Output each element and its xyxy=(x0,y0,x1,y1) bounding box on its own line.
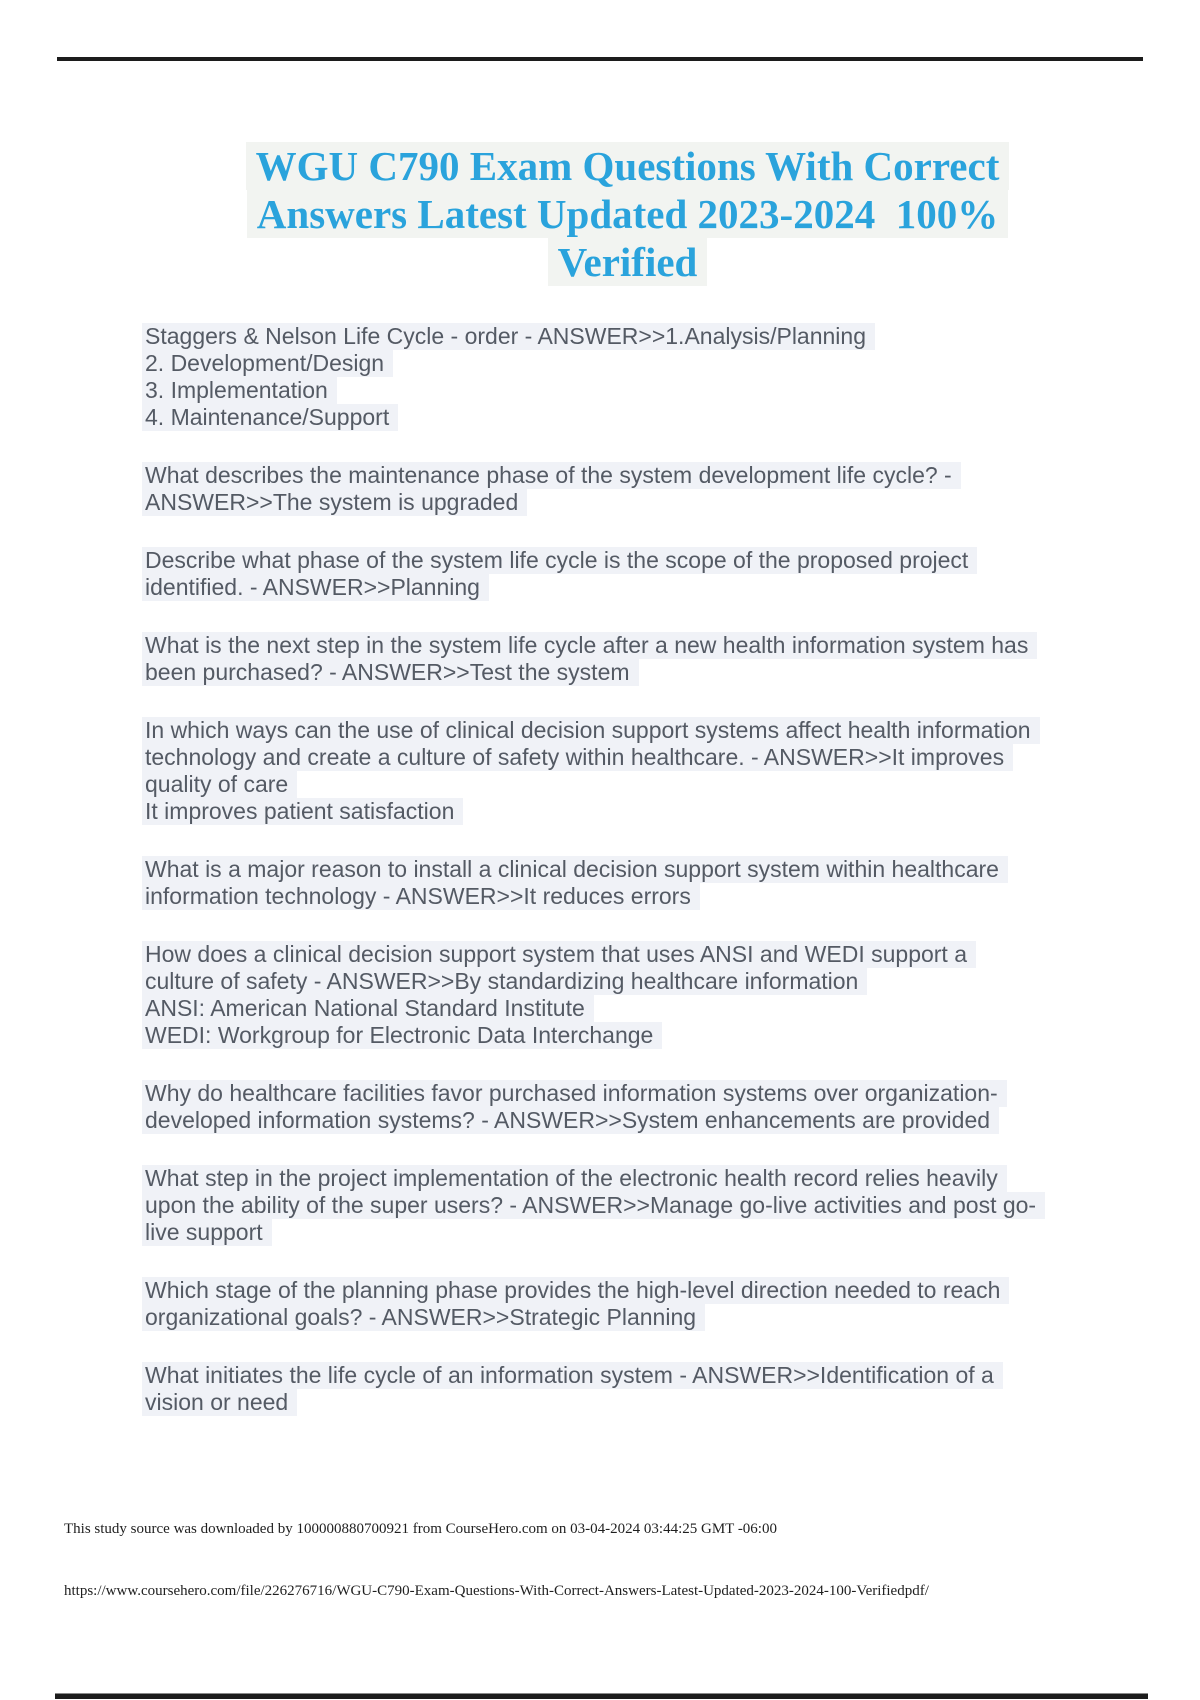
body-line: culture of safety - ANSWER>>By standardizing healthcare information xyxy=(145,968,1155,995)
body-line: WEDI: Workgroup for Electronic Data Interchange xyxy=(145,1022,1155,1049)
body-paragraph xyxy=(145,717,1155,825)
body-paragraph xyxy=(145,941,1155,1049)
bottom-divider xyxy=(55,1693,1148,1699)
body-paragraph xyxy=(145,856,1155,910)
page-title xyxy=(145,142,1110,286)
body-paragraph xyxy=(145,462,1155,516)
body-line: Which stage of the planning phase provides the high-level direction needed to reach xyxy=(145,1277,1155,1304)
body-paragraph xyxy=(145,1277,1155,1331)
body-line: 2. Development/Design xyxy=(145,350,1155,377)
body-line: 4. Maintenance/Support xyxy=(145,404,1155,431)
body-line: quality of care xyxy=(145,771,1155,798)
body-line: 3. Implementation xyxy=(145,377,1155,404)
body-paragraph xyxy=(145,1080,1155,1134)
body-line: technology and create a culture of safety within healthcare. - ANSWER>>It improves xyxy=(145,744,1155,771)
page-title-line: Verified xyxy=(145,238,1110,286)
page-title-line: Answers Latest Updated 2023-2024 100% xyxy=(145,190,1110,238)
body-line: What is the next step in the system life cycle after a new health information system has xyxy=(145,632,1155,659)
body-line: ANSI: American National Standard Institute xyxy=(145,995,1155,1022)
body-line: Why do healthcare facilities favor purchased information systems over organization- xyxy=(145,1080,1155,1107)
body-paragraph xyxy=(145,632,1155,686)
body-line: developed information systems? - ANSWER>>System enhancements are provided xyxy=(145,1107,1155,1134)
top-divider xyxy=(57,57,1143,61)
body-line: organizational goals? - ANSWER>>Strategic Planning xyxy=(145,1304,1155,1331)
body-line: What describes the maintenance phase of the system development life cycle? - xyxy=(145,462,1155,489)
body-line: ANSWER>>The system is upgraded xyxy=(145,489,1155,516)
body-line: identified. - ANSWER>>Planning xyxy=(145,574,1155,601)
body-line: How does a clinical decision support system that uses ANSI and WEDI support a xyxy=(145,941,1155,968)
document-body xyxy=(145,323,1155,1416)
body-line: upon the ability of the super users? - ANSWER>>Manage go-live activities and post go- xyxy=(145,1192,1155,1219)
source-url-link[interactable]: https://www.coursehero.com/file/226276716/WGU-C790-Exam-Questions-With-Correct-Answers-Latest-Updated-2023-2024-100-Verifiedpdf/ xyxy=(64,1583,929,1599)
body-line: What is a major reason to install a clinical decision support system within healthcare xyxy=(145,856,1155,883)
body-line: live support xyxy=(145,1219,1155,1246)
body-line: What step in the project implementation of the electronic health record relies heavily xyxy=(145,1165,1155,1192)
body-paragraph xyxy=(145,1165,1155,1246)
body-line: It improves patient satisfaction xyxy=(145,798,1155,825)
body-line: been purchased? - ANSWER>>Test the system xyxy=(145,659,1155,686)
body-line: Describe what phase of the system life cycle is the scope of the proposed project xyxy=(145,547,1155,574)
body-line: vision or need xyxy=(145,1389,1155,1416)
body-paragraph xyxy=(145,323,1155,431)
download-attribution-note: This study source was downloaded by 100000880700921 from CourseHero.com on 03-04-2024 03:44:25 GMT -06:00 xyxy=(64,1521,777,1537)
body-line: In which ways can the use of clinical decision support systems affect health information xyxy=(145,717,1155,744)
body-line: Staggers & Nelson Life Cycle - order - ANSWER>>1.Analysis/Planning xyxy=(145,323,1155,350)
body-line: information technology - ANSWER>>It reduces errors xyxy=(145,883,1155,910)
body-paragraph xyxy=(145,547,1155,601)
page-title-line: WGU C790 Exam Questions With Correct xyxy=(145,142,1110,190)
body-line: What initiates the life cycle of an information system - ANSWER>>Identification of a xyxy=(145,1362,1155,1389)
body-paragraph xyxy=(145,1362,1155,1416)
